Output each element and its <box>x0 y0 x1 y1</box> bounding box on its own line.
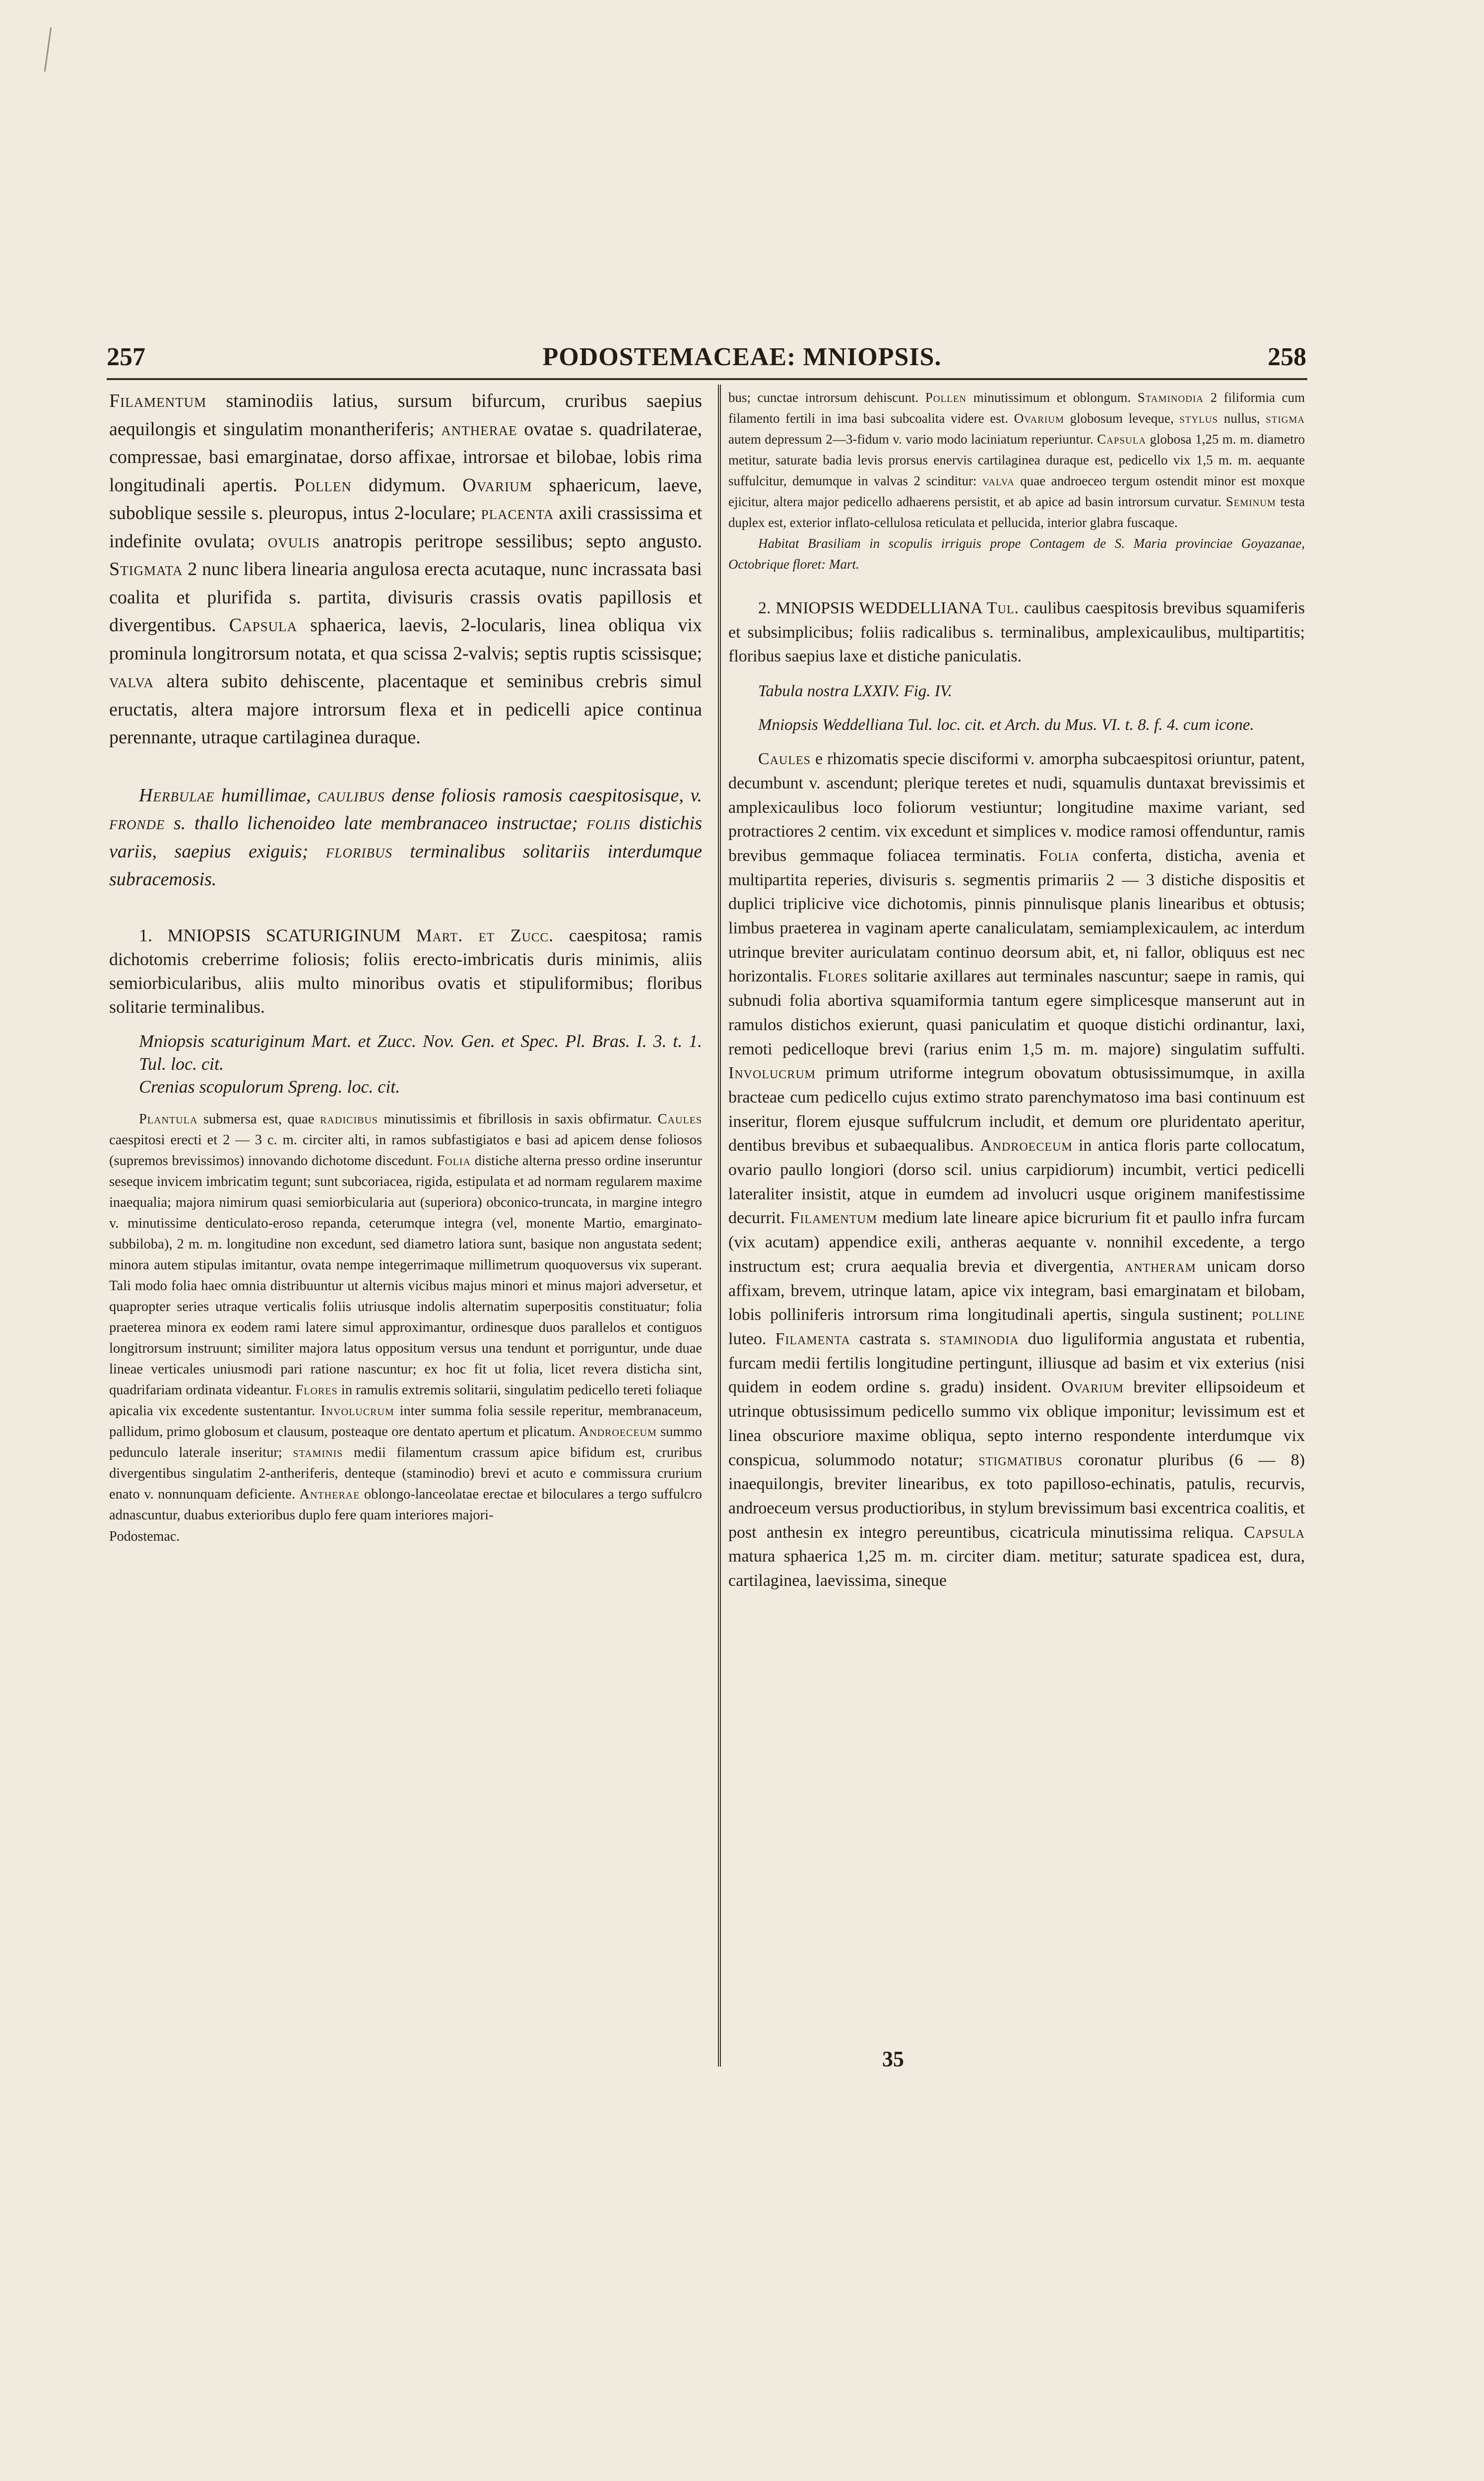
text-run: primum utriforme integrum obovatum obtusissimumque, in axilla bracteae cum pedicello cujus extimo strato parenchymatoso ima basi continuum est inseritur, florem ejusque suffulcrum includit, et demum ore pluridentato aperitur, dentibus brevibus et subaequalibus. <box>728 1064 1305 1155</box>
text-run: 2 filiformia cum filamento fertili in ima basi subcoalita videre est. <box>728 390 1305 426</box>
small-caps-term: Pollen <box>925 390 967 405</box>
text-run: globosa 1,25 m. m. diametro metitur, saturate badia levis prorsus enervis cartilaginea duraque est, pedicello vix 1,5 m. m. aequante suffulcitur, demumque in valvas 2 scinditur: <box>728 432 1305 488</box>
pencil-mark <box>44 27 52 72</box>
text-run: humillimae, <box>214 784 318 806</box>
small-caps-term: Stigmata <box>109 559 183 580</box>
small-caps-term: foliis <box>586 813 631 834</box>
small-caps-term: valva <box>109 671 154 692</box>
text-run: autem depressum 2—3-fidum v. vario modo laciniatum reperiuntur. <box>728 432 1097 447</box>
text-run: distichis variis, saepius exiguis; <box>109 813 702 862</box>
text-run: anatropis peritrope sessilibus; septo angusto. <box>320 530 702 552</box>
small-caps-term: radicibus <box>320 1111 378 1127</box>
small-caps-term: Ovarium <box>462 474 532 496</box>
small-caps-term: Flores <box>295 1382 338 1398</box>
small-caps-term: Ovarium <box>1014 411 1064 426</box>
small-caps-term: Capsula <box>229 615 298 636</box>
text-run: in ramulis extremis solitarii, singulatim pedicello tereti foliaque apicalia vix excedente sustentantur. <box>109 1382 702 1419</box>
text-run: altera subito dehiscente, placentaque et seminibus crebris simul eructatis, altera majore introrsum flexa et in pedicelli apice continua perennante, utraque cartilaginea duraque. <box>109 671 702 748</box>
small-caps-term: staminis <box>293 1444 343 1460</box>
small-caps-term: ovulis <box>267 530 320 552</box>
species-1-habitat: Habitat Brasiliam in scopulis irriguis prope Contagem de S. Maria provinciae Goyazanae, Octobrique floret: Mart. <box>728 536 1305 572</box>
small-caps-term: Filamentum <box>109 391 207 411</box>
species-1-description-cont <box>728 387 1305 533</box>
text-run: breviter ellipsoideum et utrinque obtusissimum pedicello summo vix oblique imponitur; levissimum est et linea obscuriore maxime obliqua, septo interno respondente interdumque vix conspicua, solummodo notatur; <box>728 1378 1305 1469</box>
small-caps-term: Mart. et Zucc. <box>416 925 554 945</box>
species-1-synonym: Crenias scopulorum Spreng. loc. cit. <box>139 1076 400 1097</box>
text-run: s. thallo lichenoideo late membranaceo instructae; <box>165 813 587 834</box>
small-caps-term: Pollen <box>294 474 352 496</box>
small-caps-term: polline <box>1252 1306 1305 1324</box>
text-run: inter summa folia sessile reperitur, membranaceum, pallidum, primo globosum et clausum, posteaque ore dentato apertum et plicatum. <box>109 1403 703 1439</box>
text-run: caespitosa; ramis dichotomis creberrime foliosis; foliis erecto-imbricatis duris minimis, aliis semiorbicularibus, aliis multo minoribus ovatis et stipuliformibus; floribus solitarie terminalibus. <box>109 925 702 1017</box>
small-caps-term: Folia <box>1038 846 1080 865</box>
small-caps-term: stylus <box>1179 411 1218 426</box>
small-caps-term: Androeceum <box>980 1136 1073 1155</box>
species-1-diagnosis <box>109 923 702 1019</box>
text-run: castrata s. <box>850 1329 940 1348</box>
text-run: terminalibus solitariis interdumque subracemosis. <box>109 841 702 890</box>
small-caps-term: antheram <box>1124 1257 1196 1276</box>
text-run: globosum leveque, <box>1064 411 1180 426</box>
small-caps-term: Involucrum <box>321 1403 394 1419</box>
header-rule <box>107 378 1307 380</box>
small-caps-term: Filamentum <box>790 1209 878 1228</box>
text-run: oblongo-lanceolatae erectae et biloculares a tergo suffulcro adnascuntur, duabus exterioribus duplo fere quam interiores majori- <box>109 1486 703 1523</box>
text-run: matura sphaerica 1,25 m. m. circiter diam. metitur; saturate spadicea est, dura, cartilaginea, laevissima, sineque <box>728 1547 1305 1590</box>
text-run: caulibus caespitosis brevibus squamiferis et subsimplicibus; foliis radicalibus s. terminalibus, amplexicaulibus, multipartitis; floribus saepius laxe et distiche paniculatis. <box>728 599 1305 666</box>
small-caps-term: Tul. <box>986 599 1019 617</box>
text-run: 1. MNIOPSIS SCATURIGINUM <box>139 925 416 945</box>
small-caps-term: Staminodia <box>1137 390 1204 405</box>
small-caps-term: floribus <box>325 841 392 862</box>
text-run: staminodiis latius, sursum bifurcum, cruribus saepius aequilongis et singulatim monantheriferis; <box>109 391 702 440</box>
column-separator <box>718 385 721 2067</box>
text-run: solitarie axillares aut terminales nascuntur; saepe in ramis, qui subnudi folia abortiva squamiformia tantum egere simplicesque manserunt aut in ramulos distichos exierunt, quasi paniculatim et quoque distichi ordinantur, laxi, remoti pedicelloque brevi (rarius enim 1,5 m. m. majore) singulatim suffulti. <box>728 967 1305 1058</box>
small-caps-term: Antherae <box>299 1486 360 1502</box>
text-run: distiche alterna presso ordine inseruntur seseque invicem imbricatim tegunt; sunt subcoriacea, rigida, estipulata et ad normam regularem maxime inaequalia; majora nimirum quasi semiorbicularia aut (superiora) obconico-truncata, in margine integro v. minutissime denticulato-eroso repanda, ceterumque integra (vel, monente Martio, emarginato-subbiloba), 2 m. m. longitudine non excedunt, sed diametro latiora sunt, basique non angustata sedent; minora autem stipulas imitantur, ovata nempe integerrimaque millimetrum quoquoversus vix superant. Tali modo folia haec omnia distribuuntur ut alternis vicibus majus minori et minus majori adversetur, et quapropter series utraque verticalis foliis utriusque indolis alternatim superpositis constituatur; folia praeterea minora ex eodem rami latere simul approximantur, ordinesque duos parallelos et contiguos longitrorsum instruunt; similiter majora latus oppositum versus una tendunt et porriguntur, unde duae lineae verticales uniusmodi pari ratione nascuntur; ex hoc fit ut folia, licet revera disticha sint, quadrifariam ordinata videantur. <box>109 1153 702 1398</box>
small-caps-term: fronde <box>109 813 165 834</box>
text-run: bus; cunctae introrsum dehiscunt. <box>728 390 925 405</box>
text-run: summo pedunculo laterale inseritur; <box>109 1424 702 1460</box>
small-caps-term: valva <box>982 473 1015 488</box>
species-2-plate: Tabula nostra LXXIV. Fig. IV. <box>758 682 952 701</box>
text-run: medii filamentum crassum apice bifidum est, cruribus divergentibus singulatim 2-antheriferis, denteque (staminodio) brevi et acuto e commissura crurium enato v. nonnunquam deficiente. <box>109 1444 702 1502</box>
species-1-description <box>109 1109 702 1526</box>
text-run: luteo. <box>728 1329 775 1348</box>
genus-description <box>109 387 702 752</box>
small-caps-term: staminodia <box>939 1329 1019 1348</box>
text-run: caespitosi erecti et 2 — 3 c. m. circiter alti, in ramos subfastigiatos e basi ad apicem dense foliosos (supremos brevissimos) innovando dichotome discedunt. <box>109 1132 702 1169</box>
running-title: PODOSTEMACEAE: MNIOPSIS. <box>542 343 942 371</box>
text-run: medium late lineare apice bicrurium fit et paullo infra furcam (vix acutam) appendice exili, antheras aequante v. nonnihil excedente, a tergo instructum est; crura aequalia brevia et divergentia, <box>728 1209 1305 1276</box>
small-caps-term: antherae <box>441 418 517 440</box>
text-run: dense foliosis ramosis caespitosisque, v. <box>385 784 702 806</box>
text-run: in antica floris parte collocatum, ovario paullo longiori (dorso scil. unius carpidiorum) incumbit, vertici pedicelli lateraliter insistit, atque in eumdem ad involucri usque originem manifestissime decurrit. <box>728 1136 1305 1228</box>
right-column <box>728 387 1305 1593</box>
text-run: unicam dorso affixam, brevem, utrinque latam, apice vix integram, basi emarginatam et bilobam, lobis polliniferis introrsum rima longitudinali apertis, singula sustinent; <box>728 1257 1305 1324</box>
text-run: ovatae s. quadrilaterae, compressae, basi emarginatae, dorso affixae, introrsae et bilobae, lobis rima longitudinali apertis. <box>109 418 702 496</box>
small-caps-term: Caules <box>758 750 811 769</box>
small-caps-term: Capsula <box>1243 1523 1305 1542</box>
text-run: 2. MNIOPSIS WEDDELLIANA <box>758 599 987 617</box>
text-run: didymum. <box>351 474 463 496</box>
small-caps-term: Seminum <box>1226 494 1276 509</box>
left-column <box>109 387 702 1545</box>
small-caps-term: stigmatibus <box>978 1450 1063 1469</box>
text-run: quae androeceo tergum ostendit minor est moxque ejicitur, altera major pedicello adhaerens persistit, et ab apice ad basin introrsum curvatur. <box>728 473 1305 509</box>
species-2-diagnosis <box>728 596 1305 669</box>
sheet-number: 35 <box>882 2047 904 2071</box>
small-caps-term: Folia <box>437 1153 471 1169</box>
text-run: sphaericum, laeve, suboblique sessile s. pleuropus, intus 2-loculare; <box>109 474 702 523</box>
small-caps-term: Caules <box>657 1111 702 1127</box>
small-caps-term: Plantula <box>139 1111 198 1127</box>
small-caps-term: Filamenta <box>775 1329 850 1348</box>
small-caps-term: Involucrum <box>728 1064 816 1083</box>
text-run: minutissimis et fibrillosis in saxis obfirmatur. <box>378 1111 658 1127</box>
small-caps-term: stigma <box>1266 411 1305 426</box>
page-number-left: 257 <box>107 343 145 371</box>
species-1-reference: Mniopsis scaturiginum Mart. et Zucc. Nov. Gen. et Spec. Pl. Bras. I. 3. t. 1. Tul. loc. cit. <box>139 1031 702 1074</box>
small-caps-term: Herbulae <box>139 784 215 806</box>
small-caps-term: caulibus <box>318 784 385 806</box>
small-caps-term: placenta <box>481 503 554 523</box>
small-caps-term: Androeceum <box>579 1424 657 1439</box>
text-run: duo liguliformia angustata et rubentia, furcam medii fertilis longitudine pertingunt, illiusque ad basim et vix exterius (nisi quidem in eodem ordine s. gradu) insident. <box>728 1329 1305 1397</box>
text-run: conferta, disticha, avenia et multipartita reperies, divisuris s. segmentis primariis 2 — 3 distiche dispositis et duplici triplicive vice dichotomis, pinnis pinnulisque planis linearibus et obtusis; limbus praeterea in vaginam aperte canaliculatam, semiamplexicaulem, ac interdum utrinque breviter auriculatam continuo deorsum abit, et, ni fallor, obliquus est nec horizontalis. <box>728 846 1305 986</box>
species-2-description <box>728 747 1305 1593</box>
species-2-reference: Mniopsis Weddelliana Tul. loc. cit. et Arch. du Mus. VI. t. 8. f. 4. cum icone. <box>758 716 1254 734</box>
text-run: coronatur pluribus (6 — 8) inaequilongis, breviter linearibus, ex toto papilloso-echinatis, patulis, recurvis, androeceum versus productioribus, in stylum brevissimum basi excentrica coalitis, et post anthesin ex integro pereuntibus, cicatricula minutissima reliqua. <box>728 1450 1305 1542</box>
genus-habit <box>109 782 702 894</box>
text-run: 2 nunc libera linearia angulosa erecta acutaque, nunc incrassata basi coalita et plurifida s. partita, divisuris crassis ovatis papillosis et divergentibus. <box>109 559 702 636</box>
text-run: submersa est, quae <box>197 1111 321 1127</box>
text-run: e rhizomatis specie disciformi v. amorpha subcaespitosi oriuntur, patent, decumbunt v. ascendunt; plerique teretes et nudi, squamulis duntaxat brevissimis et amplexicaulibus loco foliorum vestiuntur; longitudine maxime variant, sed protractiores 2 centim. vix excedunt et simplices v. modice ramosi offenduntur, ramis brevibus gemmaque foliacea terminatis. <box>728 750 1305 865</box>
text-run: nullus, <box>1218 411 1266 426</box>
page-number-right: 258 <box>1268 343 1306 371</box>
small-caps-term: Flores <box>818 967 868 986</box>
signature-mark: Podostemac. <box>109 1528 180 1544</box>
text-run: testa duplex est, exterior inflato-cellulosa reticulata et pellucida, interior glabra fuscaque. <box>728 494 1305 530</box>
small-caps-term: Capsula <box>1097 432 1147 447</box>
small-caps-term: Ovarium <box>1061 1378 1124 1397</box>
text-run: minutissimum et oblongum. <box>967 390 1138 405</box>
text-run: axili crassissima et indefinite ovulata; <box>109 503 702 552</box>
text-run: sphaerica, laevis, 2-locularis, linea obliqua vix prominula longitrorsum notata, et qua scissa 2-valvis; septis ruptis scissisque; <box>109 615 702 664</box>
